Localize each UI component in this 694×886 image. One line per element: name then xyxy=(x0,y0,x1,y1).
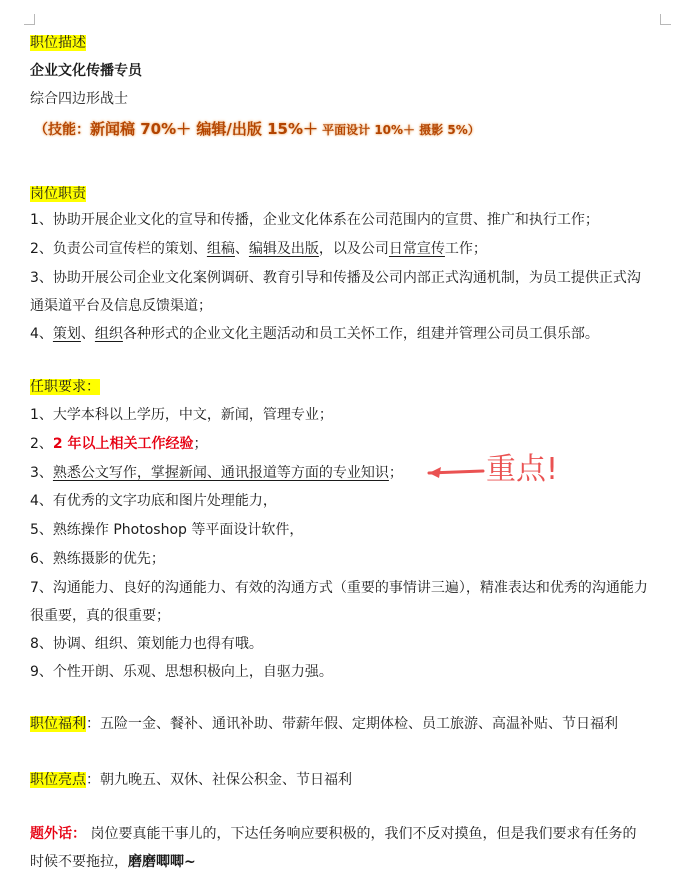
requirement-emphasis: 2 年以上相关工作经验 xyxy=(52,436,194,452)
highlights-text: ：朝九晚五、双休、社保公积金、节日福利 xyxy=(86,772,352,788)
duty-underlined: 编辑及出版 xyxy=(248,241,319,257)
aside-text: 岗位要真能干事儿的，下达任务响应要积极的，我们不反对摸鱼，但是我们要求有任务的 xyxy=(86,826,637,842)
duty-item-1: 1、协助开展企业文化的宣导和传播，企业文化体系在公司范围内的宣贯、推广和执行工作； xyxy=(30,212,599,228)
section-job-description xyxy=(30,33,86,53)
skill-photo: 摄影 5%） xyxy=(415,123,480,137)
highlights-label: 职位亮点 xyxy=(30,772,86,788)
duty-text: 、 xyxy=(80,326,95,342)
requirement-item-8: 8、协调、组织、策划能力也得有哦。 xyxy=(30,636,263,652)
requirement-item-1: 1、大学本科以上学历，中文，新闻，管理专业； xyxy=(30,407,333,423)
section-heading: 职位描述 xyxy=(30,35,86,51)
requirement-item-3 xyxy=(30,463,403,483)
aside-label: 题外话： xyxy=(30,826,86,842)
page-corner-mark-top-left xyxy=(24,14,35,25)
benefits-label: 职位福利 xyxy=(30,716,86,732)
duty-text: 各种形式的企业文化主题活动和员工关怀工作，组建并管理公司员工俱乐部。 xyxy=(122,326,599,342)
requirement-item-4: 4、有优秀的文字功底和图片处理能力， xyxy=(30,493,277,509)
skill-breakdown xyxy=(34,119,480,140)
aside-line-1 xyxy=(30,824,636,844)
skill-open: （技能： xyxy=(34,122,90,138)
skill-design: 平面设计 10%＋ xyxy=(317,123,416,137)
requirement-text: 2、 xyxy=(30,436,53,452)
duty-item-2 xyxy=(30,239,487,259)
duty-text: 2、负责公司宣传栏的策划、 xyxy=(30,241,207,257)
page-corner-mark-top-right xyxy=(660,14,671,25)
requirement-item-7-line-1: 7、沟通能力、良好的沟通能力、有效的沟通方式（重要的事情讲三遍），精准表达和优秀的沟通能力 xyxy=(30,580,648,596)
section-duties xyxy=(30,184,86,204)
aside-text: 时候不要拖拉， xyxy=(30,854,128,870)
section-heading: 任职要求： xyxy=(30,379,100,395)
aside-emphasis: 磨磨唧唧~ xyxy=(128,854,196,870)
aside-line-2 xyxy=(30,852,196,872)
benefits-line xyxy=(30,714,618,734)
benefits-text: ：五险一金、餐补、通讯补助、带薪年假、定期体检、员工旅游、高温补贴、节日福利 xyxy=(86,716,618,732)
duty-text: ，以及公司 xyxy=(318,241,389,257)
requirement-item-5: 5、熟练操作 Photoshop 等平面设计软件， xyxy=(30,522,304,538)
duty-text: 工作； xyxy=(444,241,487,257)
duty-item-3-line-1: 3、协助开展公司企业文化案例调研、教育引导和传播及公司内部正式沟通机制，为员工提供正式沟 xyxy=(30,270,641,286)
section-requirements xyxy=(30,377,100,397)
duty-item-3-line-2: 通渠道平台及信息反馈渠道； xyxy=(30,298,212,314)
requirement-text: 3、 xyxy=(30,465,53,481)
duty-underlined: 组织 xyxy=(94,326,123,342)
requirement-item-9: 9、个性开朗、乐观、思想积极向上，自驱力强。 xyxy=(30,664,333,680)
job-subtitle: 综合四边形战士 xyxy=(30,91,128,107)
requirement-item-7-line-2: 很重要，真的很重要； xyxy=(30,608,170,624)
duty-text: 、 xyxy=(234,241,249,257)
requirement-item-6: 6、熟练摄影的优先； xyxy=(30,551,165,567)
duty-underlined: 策划 xyxy=(52,326,81,342)
duty-text: 4、 xyxy=(30,326,53,342)
skill-news: 新闻稿 70%＋ xyxy=(90,120,192,138)
duty-underlined: 组稿 xyxy=(206,241,235,257)
duty-underlined: 日常宣传 xyxy=(388,241,445,257)
highlights-line xyxy=(30,770,352,790)
duty-item-4 xyxy=(30,324,599,344)
requirement-item-2 xyxy=(30,434,208,454)
job-title: 企业文化传播专员 xyxy=(30,63,142,79)
skill-edit: 编辑/出版 15%＋ xyxy=(191,120,318,138)
requirement-text: ； xyxy=(388,465,403,481)
key-point-annotation: 重点! xyxy=(486,452,559,487)
requirement-text: ； xyxy=(193,436,208,452)
requirement-underlined: 熟悉公文写作，掌握新闻、通讯报道等方面的专业知识 xyxy=(52,465,389,481)
section-heading: 岗位职责 xyxy=(30,186,86,202)
